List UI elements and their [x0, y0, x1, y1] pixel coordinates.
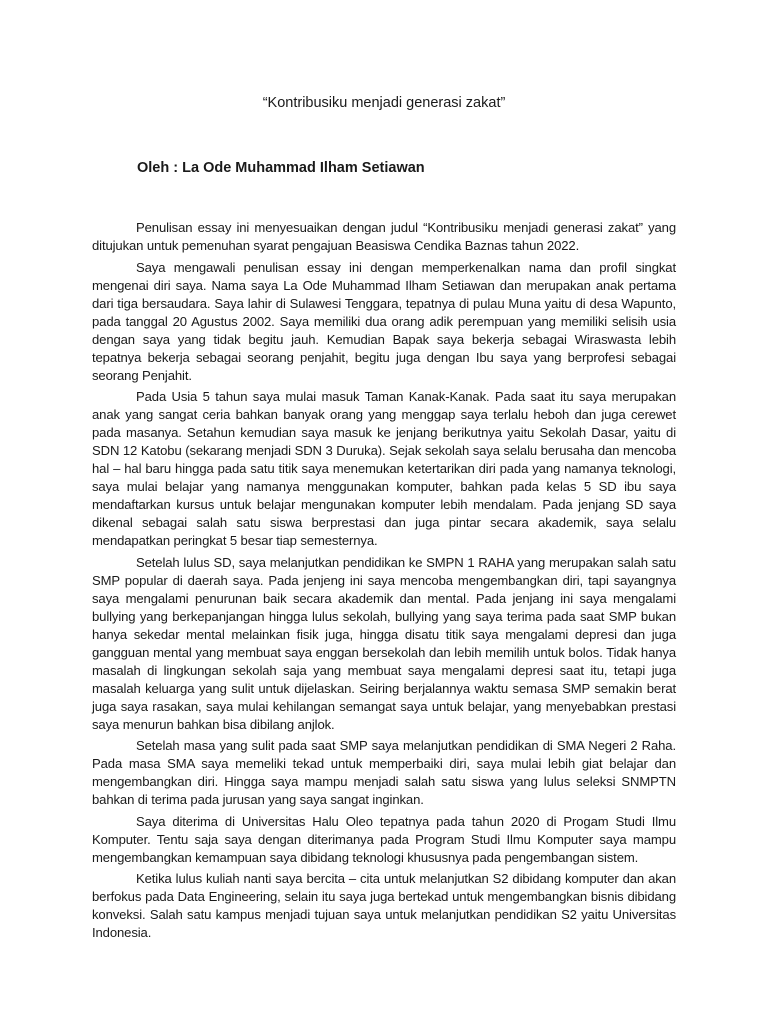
paragraph-senior-high: Setelah masa yang sulit pada saat SMP saya melanjutkan pendidikan di SMA Negeri 2 Raha. Pada masa SMA saya memeliki tekad untuk memperbaiki diri, saya mulai lebih giat belajar dan mengembangkan diri. Hingga saya mampu menjadi salah satu siswa yang lulus seleksi SNMPTN bahkan di terima pada jurusan yang saya sangat inginkan.	[92, 738, 676, 807]
essay-title: “Kontribusiku menjadi generasi zakat”	[262, 95, 506, 111]
paragraph-junior-high: Setelah lulus SD, saya melanjutkan pendidikan ke SMPN 1 RAHA yang merupakan salah satu SMP popular di daerah saya. Pada jenjeng ini saya mencoba mengembangkan diri, tapi sayangnya saya mengalami penurunan baik secara akademik dan mental. Pada jenjang ini saya mengalami bullying yang berkepanjangan hingga lulus sekolah, bullying yang saya terima pada saat SMP bukan hanya sekedar mental melainkan fisik juga, hingga disatu titik saya mengalami depresi dan juga gangguan mental yang membuat saya enggan bersekolah dan lebih memilih untuk bolos. Tidak hanya masalah di lingkungan sekolah saja yang membuat saya mengalami depresi saat itu, tetapi juga masalah keluarga yang sulit untuk dijelaskan. Seiring berjalannya waktu semasa SMP semakin berat juga saya rasakan, saya mulai kehilangan semangat saya untuk belajar, yang menyebabkan prestasi saya menurun bahkan bisa dibilang anjlok.	[92, 554, 676, 732]
paragraph-childhood: Pada Usia 5 tahun saya mulai masuk Taman Kanak-Kanak. Pada saat itu saya merupakan anak yang sangat ceria bahkan banyak orang yang menggap saya terlalu heboh dan juga cerewet pada masanya. Setahun kemudian saya masuk ke jenjang berikutnya yaitu Sekolah Dasar, yaitu di SDN 12 Katobu (sekarang menjadi SDN 3 Duruka). Sejak sekolah saya selalu berusaha dan mencoba hal – hal baru hingga pada satu titik saya menemukan ketertarikan diri pada yang namanya teknologi, saya mulai belajar yang namanya menggunakan komputer, bahkan pada kelas 5 SD ibu saya mendaftarkan kursus untuk belajar mengunakan komputer lebih mendalam. Pada jenjang SD saya dikenal sebagai salah satu siswa berprestasi dan juga pintar secara akademik, saya selalu mendapatkan peringkat 5 besar tiap semesternya.	[92, 389, 676, 548]
paragraph-profile: Saya mengawali penulisan essay ini dengan memperkenalkan nama dan profil singkat mengenai diri saya. Nama saya La Ode Muhammad Ilham Setiawan dan merupakan anak pertama dari tiga bersaudara. Saya lahir di Sulawesi Tenggara, tepatnya di pulau Muna yaitu di desa Wapunto, pada tanggal 20 Agustus 2002. Saya memiliki dua orang adik perempuan yang memiliki selisih usia dengan saya yang tidak begitu jauh. Kemudian Bapak saya bekerja sebagai Wiraswasta lebih tepatnya bekerja sebagai seorang penjahit, begitu juga dengan Ibu saya yang berprofesi sebagai seorang Penjahit.	[92, 259, 676, 383]
paragraph-aspirations: Ketika lulus kuliah nanti saya bercita – cita untuk melanjutkan S2 dibidang komputer dan akan berfokus pada Data Engineering, selain itu saya juga bertekad untuk mengembangkan bisnis dibidang konveksi. Salah satu kampus menjadi tujuan saya untuk melanjutkan pendidikan S2 yaitu Universitas Indonesia.	[92, 871, 676, 940]
paragraph-introduction: Penulisan essay ini menyesuaikan dengan judul “Kontribusiku menjadi generasi zakat” yang ditujukan untuk pemenuhan syarat pengajuan Beasiswa Cendika Baznas tahun 2022.	[92, 220, 676, 253]
essay-author: Oleh : La Ode Muhammad Ilham Setiawan	[137, 160, 425, 176]
essay-body	[92, 219, 676, 946]
paragraph-university: Saya diterima di Universitas Halu Oleo tepatnya pada tahun 2020 di Progam Studi Ilmu Komputer. Tentu saja saya dengan diterimanya pada Program Studi Ilmu Komputer saya mampu mengembangkan kemampuan saya dibidang teknologi khususnya pada pengembangan sistem.	[92, 813, 676, 865]
